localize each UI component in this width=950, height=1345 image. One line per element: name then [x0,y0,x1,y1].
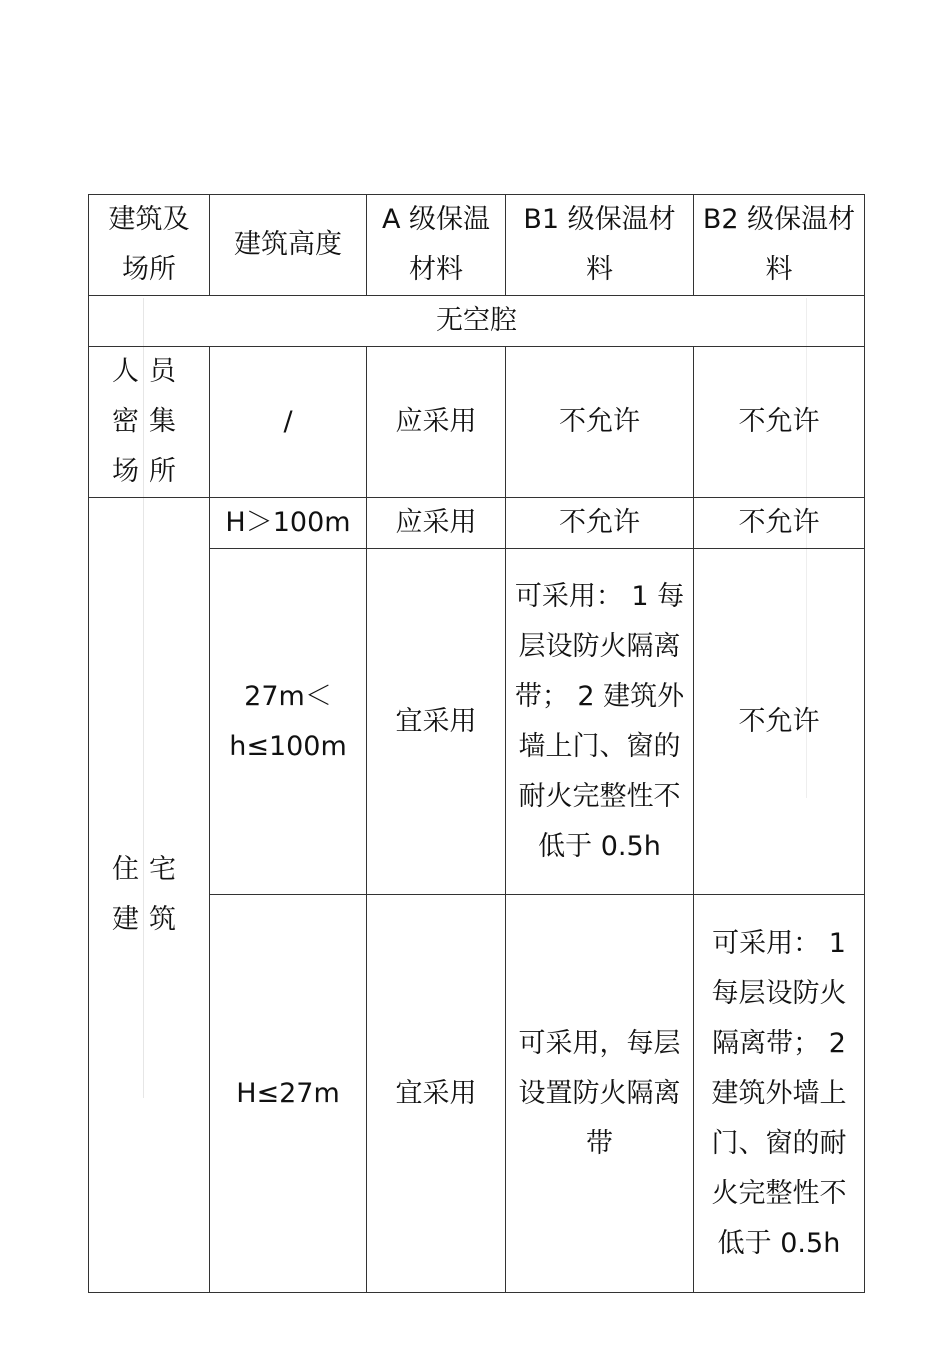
header-grade-a: A 级保温材料 [367,195,506,296]
grade-a-cell: 应采用 [367,498,506,549]
grade-a-cell: 宜采用 [367,549,506,895]
table-header-row [89,195,865,296]
height-cell: H≤27m [210,895,367,1293]
table-row [89,498,865,549]
height-cell: 27m＜h≤100m [210,549,367,895]
grade-a-cell: 应采用 [367,347,506,498]
building-type-dense: 人员密集场所 [89,347,210,498]
header-building-type: 建筑及场所 [89,195,210,296]
header-grade-b2: B2 级保温材料 [694,195,865,296]
grade-a-cell: 宜采用 [367,895,506,1293]
grade-b2-cell: 不允许 [694,549,865,895]
header-building-height: 建筑高度 [210,195,367,296]
building-type-residential: 住宅建筑 [89,498,210,1293]
grade-b2-cell: 可采用： 1 每层设防火隔离带； 2 建筑外墙上门、窗的耐火完整性不低于 0.5h [694,895,865,1293]
grade-b2-cell: 不允许 [694,347,865,498]
grade-b1-cell: 不允许 [506,498,694,549]
grade-b1-cell: 不允许 [506,347,694,498]
table-row [89,347,865,498]
grade-b2-cell: 不允许 [694,498,865,549]
grade-b1-cell: 可采用，每层设置防火隔离带 [506,895,694,1293]
section-label-no-cavity: 无空腔 [89,296,865,347]
section-row-no-cavity [89,296,865,347]
header-grade-b1: B1 级保温材料 [506,195,694,296]
height-cell: / [210,347,367,498]
grade-b1-cell: 可采用： 1 每层设防火隔离带； 2 建筑外墙上门、窗的耐火完整性不低于 0.5h [506,549,694,895]
insulation-spec-table [88,194,865,1293]
height-cell: H＞100m [210,498,367,549]
